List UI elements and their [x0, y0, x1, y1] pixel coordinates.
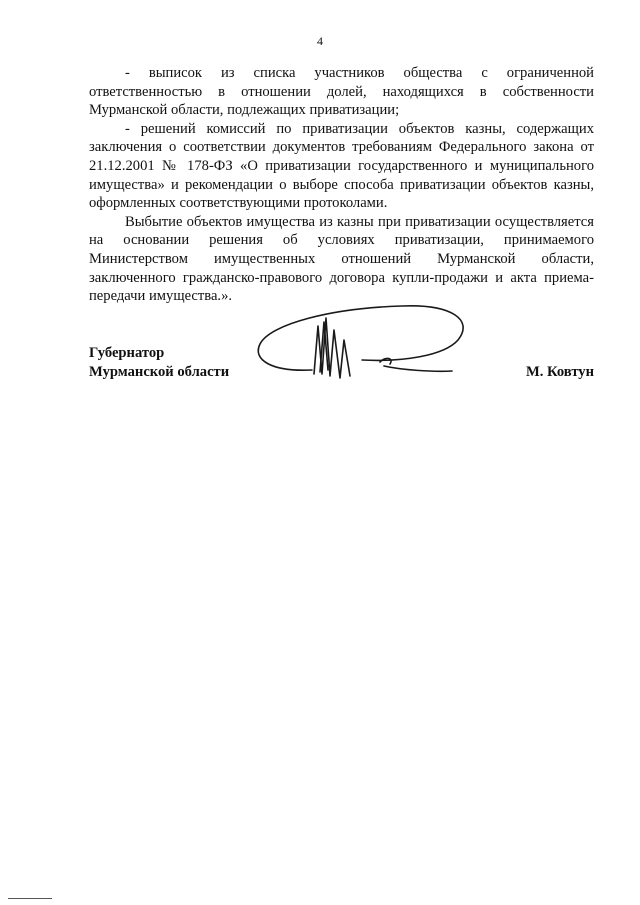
paragraph-commission-decisions: - решений комиссий по приватизации объектов казны, содержащих заключения о соответствии документов требованиям Федерального закона от 21.12.2001 № 178-ФЗ «О приватизации государственного и муниципального имущества» и рекомендации о выборе способа приватизации объектов казны, оформленных соответствующими протоколами. — [89, 120, 594, 212]
handwritten-signature — [252, 300, 482, 390]
signer-name: М. Ковтун — [525, 363, 594, 380]
signer-position — [89, 344, 229, 381]
scan-mark-bottom-left — [8, 898, 52, 899]
signer-position-line-1: Губернатор — [89, 345, 165, 361]
document-body — [89, 64, 594, 306]
signer-position-line-2: Мурманской области — [89, 363, 230, 380]
paragraph-extracts: - выписок из списка участников общества с ограниченной ответственностью в отношении долей, находящихся в собственности Мурманской области, подлежащих приватизации; — [89, 65, 594, 119]
paragraph-disposal-of-property: Выбытие объектов имущества из казны при приватизации осуществляется на основании решения об условиях приватизации, принимаемого Министерством имущественных отношений Мурманской области, заключенного гражданско-правового договора купли-продажи и акта приема-передачи имущества.». — [89, 213, 594, 305]
page-number: 4 — [317, 34, 323, 48]
